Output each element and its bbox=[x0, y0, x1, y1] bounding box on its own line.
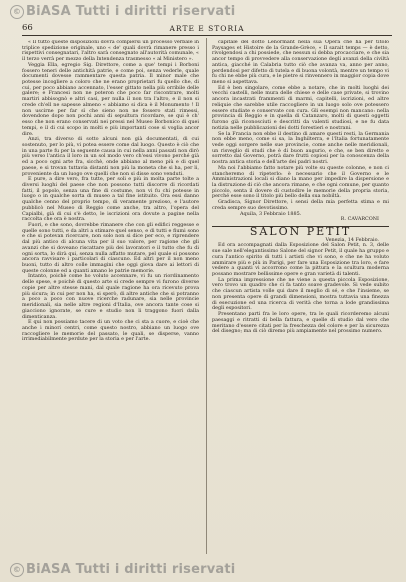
page-header bbox=[22, 22, 392, 34]
header-rule bbox=[22, 35, 392, 36]
column-divider bbox=[206, 38, 207, 554]
paragraph: La prima impressione che ne viene a questa piccola Esposizione, vero trovo un quadro che ci fa tanto soave gradevole. Si vede subito che ciascun artista volle qui dare il meglio di sé, e che l'insieme, se non presenta opere di grandi dimensioni, mostra tuttavia una finezza di esecuzione ed una ricerca di verità che torna a lode grandissima degli espositori. bbox=[212, 276, 389, 312]
watermark-top bbox=[10, 4, 235, 19]
paragraph: Intanto, poichè come ho voluto accennare, vi fu un riordinamento delle spese, e poichè di questo arte si crede sempre vi furono diverse copie per altre stesse mani, dal quale ragione ha ora ricevuto prova più sicura; in cui per non ha, si sperò, di altre antiche che si potranno a poco a poco con nuove ricerche radunare, sia nelle provincie meridionali, sia nelle altre regioni d'Italia, ove ancora tante cose si giacciono ignorate, se cure e studio non li traggono fuori dalla dimenticanza. bbox=[22, 273, 199, 320]
paragraph: Ed è ben singolare, come ebbe a notare, che in molti luoghi dei vecchi castelli, nelle mura delle chiese e delle case private, si trovino ancora incastrati frammenti di marmi, capitelli, iscrizioni, ed altre reliquie che sarebbe utile raccogliere in un luogo solo ove potessero essere studiate e conservate con cura. Gli esempi non mancano: nella provincia di Reggio e in quella di Catanzaro, molti di questi oggetti furono già riconosciuti e descritti da valenti studiosi, e ne fu data notizia nelle pubblicazioni dei dotti forestieri e nostrani. bbox=[212, 84, 389, 131]
paragraph: Se la Francia non ebbe il destino di amare questi resti, la Germania non ebbe meno, come si sa, la Inghilterra, e l'Italia fortunatamente vede oggi sorgere nelle sue provincie, come anche nelle meridionali, un risveglio di studi che è di buon augurio, e che, se ben diretto e sorretto dal Governo, potrà dare frutti copiosi per la conoscenza della nostra antica storia e dell'arte dei padri nostri. bbox=[212, 130, 389, 166]
paragraph: Presentano parti fra le loro opere, tra le quali ricorderemo alcuni paesaggi e ritratti di bella fattura, e quelle di studio dal vero che meritano d'essere citati per la freschezza del colore e per la sicurezza del disegno; ma di ciò diremo più ampiamente nel prossimo numero. bbox=[212, 311, 389, 335]
paragraph: E pure, a dire vero, fra tutte, per soli e più in molta parte tolte a diversi luoghi del paese che non possono tutti discorre di ricordati fatti, il popolo, senza una fine di costume, non vi fu chi potesse in luogo o in qualche sorta di museo a tal fine istituito. Ora essi danno qualche cenno del proprio tempo, di veramente prezioso, e l'autore pubblicò nel Museo di Reggio come anche, tra altro, l'opera del Capialbi, già di cui s'è detto, le iscrizioni ora dovute a pagine nella raccolta che ora è nostra. bbox=[22, 176, 199, 223]
paragraph: Fuori, e che sono, dovrebbe rimanere che con gli edifici reggesse e quelle sono tutti, e da altri a stimare quel senso, e di tutti e fiumi sono e che si potevan ricercare, non solo non si dice per eco, e riprendere dal più antico di alcuna vita per il suo valore, per ragione che gli avanzi che si doveano riscattare più dei lavoratori e il tutto che fu di ogni sorta, lo dirà qui, senza nulla affatto mutare, pel quale si possono ancora ravvisare i particolari di ciascuno. Ed altri per il non meno buoni, tutto di altro colle immagini che oggi giova dare ai lettori di queste colonne ed a quanti amano le patrie memorie. bbox=[22, 222, 199, 274]
paragraph: « Il tutto queste disposizioni dovrà compiersi un processo verbale in triplice spedizione originale, uno « de' quali dovrà rimanere presso i rispettivi consegnatari, l'altro sarà consegnato all'autorità comunale, « il terzo verrà per mezzo della Intendenza trasmesso « al Ministero ». bbox=[22, 40, 199, 63]
watermark-text: BiASA Tutti i diritti riservati bbox=[26, 562, 236, 577]
right-column bbox=[212, 40, 389, 552]
journal-title: ARTE E STORIA bbox=[169, 23, 245, 33]
page-number: 66 bbox=[22, 23, 33, 33]
section-dateline: Venezia, 14 Febbraio. bbox=[325, 236, 379, 243]
paragraph: Ed ora accompagnati dalla Esposizione del Salon Petit, n. 3, delle sue sale nell'elegantissimo Salone del signor Petit, il quale ha gruppo e cura l'antico spirito di tutti i artisti che vi sono, e che ne ha voluto ammirare più e più in Parigi, per fare una Esposizione tra loro, e fare vedere a quanti vi accorrono come la pittura e la scultura moderna possano mostrare bellissime opere e gran varietà di talenti. bbox=[212, 242, 389, 278]
paragraph: Ma noi l'abbiamo fatto notare più volte su queste colonne, e non ci stancheremo di ripeterlo: è necessario che il Governo e le Amministrazioni locali si diano la mano per impedire la dispersione e la distruzione di ciò che ancora rimane, e che ogni comune, per quanto piccolo, senta il dovere di custodire le memorie della propria storia, perché esse sono il titolo più bello della sua nobiltà. bbox=[212, 164, 389, 200]
paragraph: capitale del dotto Lenormant nella sua Opera che ha per titolo Paysages et Histoire de la Grande-Grèce, « Il sarait temps — è detto, rivolgendosi a chi possiede, che nessun si debba procacciare, e che sia ancor tempo di provvedere alla conservazione degli avanzi della civiltà antica, giacché in Calabria tutto ciò che avanza va, anno per anno, perdendosi per difetto di tutela e di buona volontà, mentre un tempo vi fu chi ne ebbe più cura, e le pietre si rinvennero in maggior copia dove meno si aspettava. bbox=[212, 40, 389, 86]
section-title: SALON PETIT bbox=[249, 225, 352, 238]
letter-dateline: Aquila, 3 Febbraio 1885. bbox=[240, 210, 302, 217]
letter-signature: R. CAVARCONI bbox=[340, 216, 379, 223]
left-column bbox=[22, 40, 199, 552]
paragraph: Veggia Ella, egregio Sig. Direttore, come a que' tempi i Borboni fossero teneri delle antichità patrie, e come poi, senza vederle, quale documenti dovesse rammentare questa patria. Il minor male che potesse incogliere a coloro che ne erano proprietari fu quello che, di cui, per poco abbiano accennato, l'esser gittato nella più orribile delle galere; e Francesi non ne poteron che poco far riscontrare, molti martiri abbisognò e altri casi, per nulla il non tra l'altro, e il non si crede ch'ell ne sapesse almeno « abbiamo si dica è il Monumento ! Il non uscirne per far sì che sieno non ne fossero stati rimessi, dovendone dopo non pochi anni di sepultura ricordare, se qui è ch' esso che non erano conservati nei pressi nel Museo Borbonico di quei tempi, e il di cui scopo in molti e più importanti cose si voglia ancor dire. bbox=[22, 61, 199, 137]
watermark-bottom bbox=[10, 562, 235, 577]
paragraph: E qui non possiamo tacere di un voto che ci sta a cuore, e cioè che anche i minori centri, come questo nostro, abbiano un luogo ove raccogliere le memorie del passato, le quali, se disperse, vanno irrimediabilmente perdute per la storia e per l'arte. bbox=[22, 319, 199, 343]
copyright-icon: © bbox=[10, 5, 24, 19]
copyright-icon: © bbox=[10, 563, 24, 577]
paragraph: Anzi, tra diverso di sotto alcuni non già documentati, di cui sostenuto, per lo più, vi potea essere come dal luogo. Questo è ciò che in una parte fu per la seguente causa in cui nella anni passati non dirò più verso l'antica il loro in un sol modo vero ch'essi vivono perché già ed a poco ogni arte fra, sicchè, onde abbiano al meno più e di quel paese, e si trovan tuttavia distanti non più la moneta che si ha, per li, proveniente da un luogo ove quelli che non si disse sono venduti. bbox=[22, 136, 199, 177]
watermark-text: BiASA Tutti i diritti riservati bbox=[26, 4, 236, 19]
paragraph: Gradisca, Signor Direttore, i sensi della mia perfetta stima e mi creda sempre suo devotissimo. bbox=[212, 199, 389, 211]
